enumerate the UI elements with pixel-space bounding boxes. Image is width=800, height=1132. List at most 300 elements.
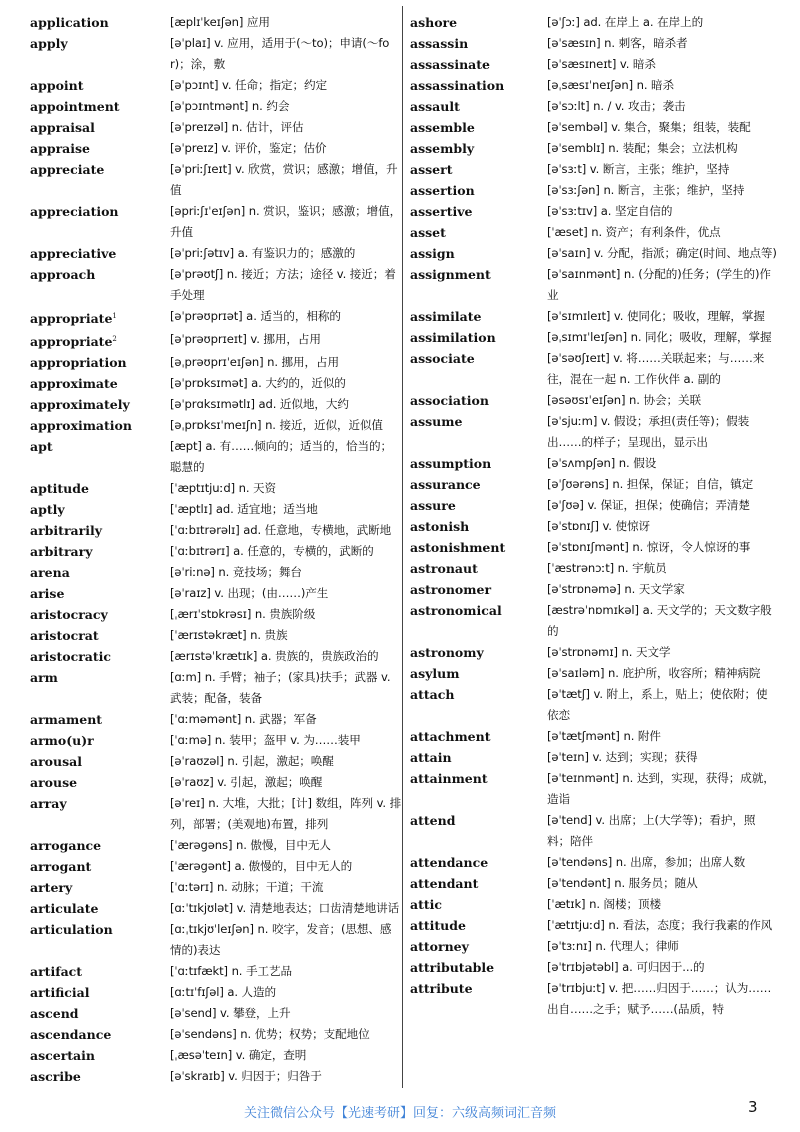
word-entry [30, 436, 402, 478]
word-entry [30, 646, 402, 667]
headword-text: astonish [410, 519, 470, 534]
definition: [əˈsaɪnmənt] n. (分配的)任务；(学生的)作业 [547, 267, 771, 302]
word-entry [410, 852, 778, 873]
definition: [əˈtɜːnɪ] n. 代理人；律师 [547, 939, 679, 953]
definition: [əˈsaɪləm] n. 庇护所，收容所；精神病院 [547, 666, 761, 680]
headword-text: assurance [410, 477, 481, 492]
word-entry [30, 898, 402, 919]
headword [30, 625, 170, 646]
word-entry [30, 159, 402, 201]
word-entry [30, 604, 402, 625]
definition: [əˈʃʊə] v. 保证，担保；使确信；弄清楚 [547, 498, 750, 512]
word-entry [410, 495, 778, 516]
word-entry [410, 474, 778, 495]
word-entry [30, 772, 402, 793]
homograph-number: 2 [112, 335, 117, 344]
word-entry [410, 726, 778, 747]
headword-text: appoint [30, 78, 84, 93]
headword [30, 961, 170, 982]
definition: [əˈpɔɪntmənt] n. 约会 [170, 99, 290, 113]
definition: [ɑːtɪˈfɪʃəl] a. 人造的 [170, 985, 277, 1000]
headword [410, 474, 547, 495]
headword-text: array [30, 796, 67, 812]
word-entry [30, 856, 402, 877]
definition: [ˈæstrənɔːt] n. 宇航员 [547, 561, 667, 575]
headword-text: assumption [410, 456, 492, 471]
headword [410, 936, 547, 957]
definition: [ɑːm] n. 手臂；袖子；(家具)扶手；武器 v. 武装；配备，装备 [170, 670, 391, 706]
headword [30, 982, 170, 1003]
headword-text: assimilation [410, 330, 496, 345]
word-entry [410, 663, 778, 684]
right-column [410, 12, 778, 1020]
definition: [əˈstrɒnəmə] n. 天文学家 [547, 582, 685, 596]
definition: [ˈærəgənt] a. 傲慢的，目中无人的 [170, 859, 353, 874]
definition: [ˈɑːmə] n. 装甲；盔甲 v. 为……装甲 [170, 733, 361, 748]
word-entry [30, 919, 402, 961]
headword [30, 117, 170, 138]
column-divider [402, 6, 403, 1088]
word-entry [410, 978, 778, 1020]
word-entry [410, 306, 778, 327]
word-entry [30, 138, 402, 159]
definition: [əˈstɒnɪʃmənt] n. 惊讶，令人惊讶的事 [547, 540, 751, 554]
headword-text: appropriate [30, 311, 113, 327]
definition: [əˈprəʊprɪət] a. 适当的，相称的 [170, 309, 341, 323]
headword-text: association [410, 393, 489, 408]
headword [30, 772, 170, 793]
definition: [əˈraʊzəl] n. 引起，激起；唤醒 [170, 754, 334, 769]
headword-text: apply [30, 36, 68, 51]
headword-text: associate [410, 351, 475, 366]
definition: [əˈskraɪb] v. 归因于；归咎于 [170, 1069, 322, 1084]
headword-text: appropriate [30, 334, 113, 350]
word-entry [410, 180, 778, 201]
definition: [əˈplaɪ] v. 应用，适用于(～to)；申请(～for)；涂，敷 [170, 36, 390, 71]
word-entry [30, 352, 402, 373]
definition: [əˈʃɔː] ad. 在岸上 a. 在岸上的 [547, 15, 704, 29]
headword-text: ascendance [30, 1027, 112, 1043]
word-entry [30, 201, 402, 243]
headword [30, 919, 170, 940]
definition: [ˌæsəˈteɪn] v. 确定，查明 [170, 1048, 307, 1063]
headword-text: asset [410, 225, 446, 240]
headword [410, 768, 547, 789]
headword-text: assassinate [410, 57, 491, 72]
homograph-number: 1 [112, 312, 117, 320]
headword-text: assertive [410, 204, 473, 219]
headword-text: astronomical [410, 603, 502, 618]
word-entry [410, 453, 778, 474]
headword [410, 873, 547, 894]
definition: [əˈsʌmpʃən] n. 假设 [547, 456, 657, 470]
word-entry [410, 12, 778, 33]
headword-text: articulation [30, 922, 113, 938]
word-entry [410, 747, 778, 768]
headword-text: attribute [410, 981, 473, 996]
headword [30, 856, 170, 877]
word-entry [30, 329, 402, 352]
word-entry [30, 667, 402, 709]
definition: [əpriːʃɪˈeɪʃən] n. 赏识，鉴识；感激；增值，升值 [170, 204, 402, 239]
word-entry [30, 478, 402, 499]
headword-text: attorney [410, 939, 469, 954]
headword [410, 117, 547, 138]
headword [410, 327, 547, 348]
headword-text: approach [30, 267, 96, 282]
headword-text: assemble [410, 120, 475, 135]
definition: [ˈɑːtɪfækt] n. 手工艺品 [170, 964, 292, 979]
word-entry [410, 222, 778, 243]
headword-text: attachment [410, 729, 491, 744]
word-entry [410, 138, 778, 159]
headword [30, 96, 170, 117]
headword [410, 264, 547, 285]
headword-text: attitude [410, 918, 466, 933]
definition: [əˌprəʊprɪˈeɪʃən] n. 挪用，占用 [170, 355, 339, 370]
headword [30, 541, 170, 562]
definition: [əˈpreɪzəl] n. 估计，评估 [170, 120, 304, 134]
headword-text: arm [30, 670, 58, 686]
headword [410, 453, 547, 474]
word-entry [30, 1003, 402, 1024]
headword [30, 1066, 170, 1087]
headword [410, 810, 547, 831]
definition: [əˈpriːʃətɪv] a. 有鉴识力的；感激的 [170, 246, 356, 260]
headword [30, 646, 170, 667]
word-entry [30, 793, 402, 835]
definition: [əˈsend] v. 攀登，上升 [170, 1006, 291, 1021]
definition: [ˈɑːbɪtrərɪ] a. 任意的，专横的，武断的 [170, 544, 374, 559]
definition: [əˈraʊz] v. 引起，激起；唤醒 [170, 775, 323, 790]
headword-text: assembly [410, 141, 475, 156]
word-entry [30, 96, 402, 117]
definition: [əˈtrɪbjətəbl] a. 可归因于...的 [547, 960, 705, 974]
headword [410, 537, 547, 558]
headword-text: aptitude [30, 481, 89, 497]
headword-text: ascertain [30, 1048, 95, 1064]
definition: [ˈæptlɪ] ad. 适宜地；适当地 [170, 502, 318, 517]
headword [410, 411, 547, 432]
headword [30, 394, 170, 415]
word-entry [30, 1045, 402, 1066]
word-entry [410, 768, 778, 810]
page-number: 3 [748, 1098, 758, 1116]
headword-text: astronomy [410, 645, 484, 660]
headword [30, 667, 170, 688]
headword [410, 159, 547, 180]
definition: [ˈæptɪtjuːd] n. 天资 [170, 481, 277, 496]
definition: [əˈsembəl] v. 集合，聚集；组装，装配 [547, 120, 751, 134]
word-entry [30, 961, 402, 982]
word-entry [30, 306, 402, 329]
word-entry [30, 562, 402, 583]
headword-text: assure [410, 498, 456, 513]
headword-text: approximate [30, 376, 118, 392]
word-entry [410, 201, 778, 222]
headword [410, 642, 547, 663]
headword [410, 957, 547, 978]
word-entry [30, 415, 402, 436]
headword [30, 138, 170, 159]
headword [30, 604, 170, 625]
word-entry [30, 583, 402, 604]
headword-text: appreciation [30, 204, 119, 219]
headword-text: application [30, 15, 109, 30]
footer-notice: 关注微信公众号【光速考研】回复：六级高频词汇音频 [243, 1106, 556, 1121]
word-entry [30, 982, 402, 1003]
headword [30, 1003, 170, 1024]
headword-text: artificial [30, 985, 90, 1001]
headword [410, 747, 547, 768]
headword [30, 12, 170, 33]
headword-text: attain [410, 750, 452, 765]
headword-text: approximation [30, 418, 132, 434]
word-entry [30, 499, 402, 520]
headword [410, 348, 547, 369]
word-entry [410, 117, 778, 138]
headword-text: assignment [410, 267, 491, 282]
headword-text: armo(u)r [30, 733, 94, 749]
headword [30, 306, 170, 329]
headword-text: attach [410, 687, 455, 702]
definition: [æpt] a. 有……倾向的；适当的，恰当的；聪慧的 [170, 439, 393, 475]
definition: [əˌsæsɪˈneɪʃən] n. 暗杀 [547, 78, 674, 92]
headword [30, 478, 170, 499]
headword-text: appreciative [30, 246, 117, 261]
definition: [əˈpreɪz] v. 评价，鉴定；估价 [170, 141, 327, 155]
definition: [əsəʊsɪˈeɪʃən] n. 协会；关联 [547, 393, 701, 407]
headword [30, 1024, 170, 1045]
headword-text: arrogant [30, 859, 92, 875]
word-entry [410, 915, 778, 936]
definition: [ˈærəgəns] n. 傲慢，目中无人 [170, 838, 331, 853]
headword [30, 33, 170, 54]
word-entry [410, 348, 778, 390]
headword [410, 894, 547, 915]
headword [410, 579, 547, 600]
headword-text: assassin [410, 36, 469, 51]
word-entry [410, 411, 778, 453]
headword-text: armament [30, 712, 103, 728]
headword-text: apt [30, 439, 53, 455]
word-entry [410, 684, 778, 726]
definition: [əˈsemblɪ] n. 装配；集会；立法机构 [547, 141, 738, 155]
word-entry [410, 558, 778, 579]
headword-text: aristocracy [30, 607, 108, 623]
headword-text: astonishment [410, 540, 506, 555]
headword-text: assume [410, 414, 463, 429]
definition: [əˈstɒnɪʃ] v. 使惊讶 [547, 519, 650, 533]
definition: [əˈtendənt] n. 服务员；随从 [547, 876, 698, 890]
headword [410, 558, 547, 579]
definition: [əˈsjuːm] v. 假设；承担(责任等)；假装出……的样子；呈现出，显示出 [547, 414, 750, 449]
headword-text: astronomer [410, 582, 492, 597]
word-entry [410, 516, 778, 537]
headword-text: assert [410, 162, 453, 177]
word-entry [410, 33, 778, 54]
word-entry [410, 96, 778, 117]
headword [30, 373, 170, 394]
word-entry [410, 894, 778, 915]
definition: [æstrəˈnɒmɪkəl] a. 天文学的；天文数字般的 [547, 603, 772, 638]
definition: [əˈtrɪbjuːt] v. 把……归因于……；认为……出自……之手；赋予……(品质，特 [547, 981, 772, 1016]
definition: [əˈtætʃ] v. 附上，系上，贴上；使依附；使依恋 [547, 687, 768, 722]
definition: [əˈsɔːlt] n. / v. 攻击；袭击 [547, 99, 686, 113]
definition: [əˈprəʊprɪeɪt] v. 挪用，占用 [170, 332, 321, 347]
headword-text: attendant [410, 876, 479, 891]
headword [410, 180, 547, 201]
definition: [əˈpɔɪnt] v. 任命；指定；约定 [170, 78, 327, 92]
definition: [əˈteɪn] v. 达到；实现；获得 [547, 750, 698, 764]
headword-text: assertion [410, 183, 475, 198]
definition: [əˈtendəns] n. 出席，参加；出席人数 [547, 855, 746, 869]
headword [410, 75, 547, 96]
word-entry [410, 579, 778, 600]
word-entry [30, 394, 402, 415]
headword [30, 436, 170, 457]
word-entry [30, 709, 402, 730]
definition: [əˈprɑksɪmətlɪ] ad. 近似地，大约 [170, 397, 349, 412]
word-entry [410, 537, 778, 558]
headword [410, 390, 547, 411]
word-entry [410, 243, 778, 264]
headword-text: ascend [30, 1006, 79, 1022]
headword-text: arise [30, 586, 65, 602]
headword-text: attributable [410, 960, 495, 975]
headword [30, 877, 170, 898]
word-entry [30, 12, 402, 33]
headword [410, 201, 547, 222]
word-entry [30, 264, 402, 306]
headword-text: assimilate [410, 309, 482, 324]
headword [30, 709, 170, 730]
headword [30, 243, 170, 264]
headword [410, 516, 547, 537]
headword [410, 978, 547, 999]
headword-text: aristocratic [30, 649, 112, 665]
definition: [ærɪstəˈkrætɪk] a. 贵族的，贵族政治的 [170, 649, 379, 664]
headword-text: ashore [410, 15, 458, 30]
word-entry [30, 75, 402, 96]
headword [410, 222, 547, 243]
headword-text: approximately [30, 397, 130, 413]
definition: [əˈsaɪn] v. 分配，指派；确定(时间、地点等) [547, 246, 777, 260]
headword-text: appointment [30, 99, 120, 114]
word-entry [30, 373, 402, 394]
headword [30, 520, 170, 541]
headword [30, 75, 170, 96]
headword [410, 243, 547, 264]
left-column [30, 12, 402, 1087]
definition: [əˈraɪz] v. 出现；(由……)产生 [170, 586, 329, 601]
headword [410, 663, 547, 684]
definition: [əˈsendəns] n. 优势；权势；支配地位 [170, 1027, 370, 1042]
definition: [əˈsɪmɪleɪt] v. 使同化；吸收，理解，掌握 [547, 309, 765, 323]
headword [410, 915, 547, 936]
headword [410, 96, 547, 117]
word-entry [30, 625, 402, 646]
definition: [ˈætɪk] n. 阁楼；顶楼 [547, 897, 661, 911]
headword-text: articulate [30, 901, 99, 917]
headword-text: aristocrat [30, 628, 99, 644]
headword-text: astronaut [410, 561, 478, 576]
word-entry [410, 327, 778, 348]
definition: [ɑːˌtɪkjʊˈleɪʃən] n. 咬字，发音；(思想、感情的)表达 [170, 922, 392, 958]
word-entry [410, 264, 778, 306]
word-entry [30, 877, 402, 898]
headword-text: artery [30, 880, 73, 896]
definition: [əˈprəʊtʃ] n. 接近；方法；途径 v. 接近；着手处理 [170, 267, 396, 302]
word-entry [410, 75, 778, 96]
word-entry [30, 1024, 402, 1045]
headword-text: appreciate [30, 162, 105, 177]
word-entry [410, 600, 778, 642]
definition: [əˈʃʊərəns] n. 担保，保证；自信，镇定 [547, 477, 754, 491]
definition: [əˈreɪ] n. 大堆，大批；[计] 数组，阵列 v. 排列，部署；(美观地)布置，排列 [170, 796, 402, 832]
definition: [əˌsɪmɪˈleɪʃən] n. 同化；吸收，理解，掌握 [547, 330, 772, 344]
headword [30, 835, 170, 856]
definition: [əˈtend] v. 出席；上(大学等)；看护，照料；陪伴 [547, 813, 756, 848]
headword [410, 33, 547, 54]
headword [30, 730, 170, 751]
word-entry [410, 54, 778, 75]
definition: [ˈæset] n. 资产；有利条件，优点 [547, 225, 721, 239]
definition: [əˈsəʊʃɪeɪt] v. 将……关联起来；与……来往，混在一起 n. 工作伙伴 a. 副的 [547, 351, 765, 386]
headword [410, 54, 547, 75]
word-entry [410, 159, 778, 180]
headword-text: ascribe [30, 1069, 81, 1085]
headword-text: arbitrarily [30, 523, 102, 539]
word-entry [410, 810, 778, 852]
headword [30, 562, 170, 583]
headword [410, 306, 547, 327]
headword [30, 329, 170, 352]
headword-text: arbitrary [30, 544, 93, 560]
headword-text: arousal [30, 754, 82, 770]
headword [410, 600, 547, 621]
headword-text: attainment [410, 771, 488, 786]
word-entry [30, 730, 402, 751]
headword-text: aptly [30, 502, 65, 518]
definition: [ˈærɪstəkræt] n. 贵族 [170, 628, 288, 643]
headword [410, 684, 547, 705]
definition: [ˈɑːbɪtrərəlɪ] ad. 任意地，专横地，武断地 [170, 523, 392, 538]
headword-text: assault [410, 99, 460, 114]
headword-text: attend [410, 813, 456, 828]
word-entry [30, 243, 402, 264]
word-entry [30, 520, 402, 541]
headword [410, 852, 547, 873]
headword-text: attic [410, 897, 443, 912]
definition: [ˈɑːtərɪ] n. 动脉；干道；干流 [170, 880, 324, 895]
headword [30, 352, 170, 373]
headword [410, 12, 547, 33]
word-entry [410, 642, 778, 663]
headword [30, 499, 170, 520]
headword-text: appraisal [30, 120, 95, 135]
definition: [əˈsɜːʃən] n. 断言，主张；维护，坚持 [547, 183, 745, 197]
headword [30, 751, 170, 772]
word-entry [30, 117, 402, 138]
headword [30, 1045, 170, 1066]
definition: [ˈɑːməmənt] n. 武器；军备 [170, 712, 317, 727]
definition: [əˈstrɒnəmɪ] n. 天文学 [547, 645, 671, 659]
headword [30, 264, 170, 285]
headword [30, 159, 170, 180]
word-entry [30, 751, 402, 772]
headword-text: appraise [30, 141, 91, 156]
